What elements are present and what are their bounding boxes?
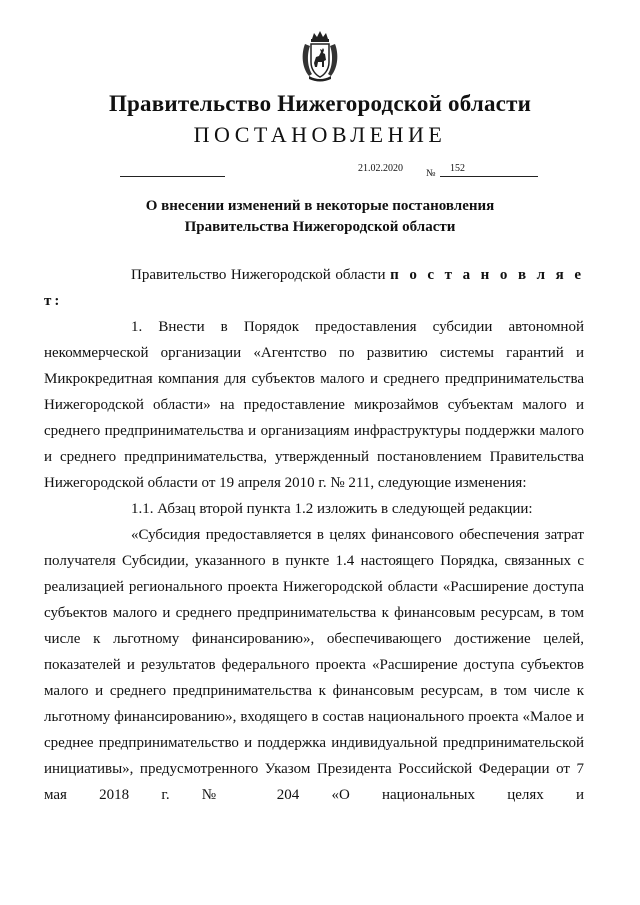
intro-prefix: Правительство Нижегородской области [131,267,391,283]
subject-line-2: Правительства Нижегородской области [184,219,456,235]
item-1-paragraph: 1. Внести в Порядок предоставления субсидии автономной некоммерческой организации «Агентство по развитию системы гарантий и Микрокредитная компания для субъектов малого и среднего предпринимательства Нижегородской области» на предоставление микрозаймов субъектам малого и среднего предпринимательства и организациям инфраструктуры поддержки малого и среднего предпринимательства, утвержденный постановлением Правительства Нижегородской области от 19 апреля 2010 г. № 211, следующие изменения: [44,319,584,491]
coat-of-arms-icon [299,30,341,82]
document-subject [60,196,580,238]
intro-paragraph [44,262,584,314]
document-type: ПОСТАНОВЛЕНИЕ [193,122,447,147]
quote-paragraph: «Субсидия предоставляется в целях финансового обеспечения затрат получателя Субсидии, указанного в пункте 1.4 настоящего Порядка, связанных с реализацией регионального проекта Нижегородской области «Расширение доступа субъектов малого и среднего предпринимательства к финансовым ресурсам, в том числе к льготному финансированию», обеспечивающего достижение целей, показателей и результатов федерального проекта «Расширение доступа субъектов малого и среднего предпринимательства к финансовым ресурсам, в том числе к льготному финансированию», входящего в состав национального проекта «Малое и среднее предпринимательство и поддержка индивидуальной предпринимательской инициативы», предусмотренного Указом Президента Российской Федерации от 7 мая 2018 г. № 204 «О национальных целях и [44,527,584,803]
document-body [44,262,584,808]
document-number: 152 [450,163,465,174]
number-underline [440,176,538,177]
government-title: Правительство Нижегородской области [108,91,532,116]
date-underline-left [120,176,225,177]
subject-line-1: О внесении изменений в некоторые постановления [145,198,495,214]
number-sign: № [426,168,436,179]
item-1-1-paragraph: 1.1. Абзац второй пункта 1.2 изложить в следующей редакции: [131,501,533,517]
document-date: 21.02.2020 [358,163,403,174]
decree-word: п о с т а н о в л я е т: [44,267,584,309]
